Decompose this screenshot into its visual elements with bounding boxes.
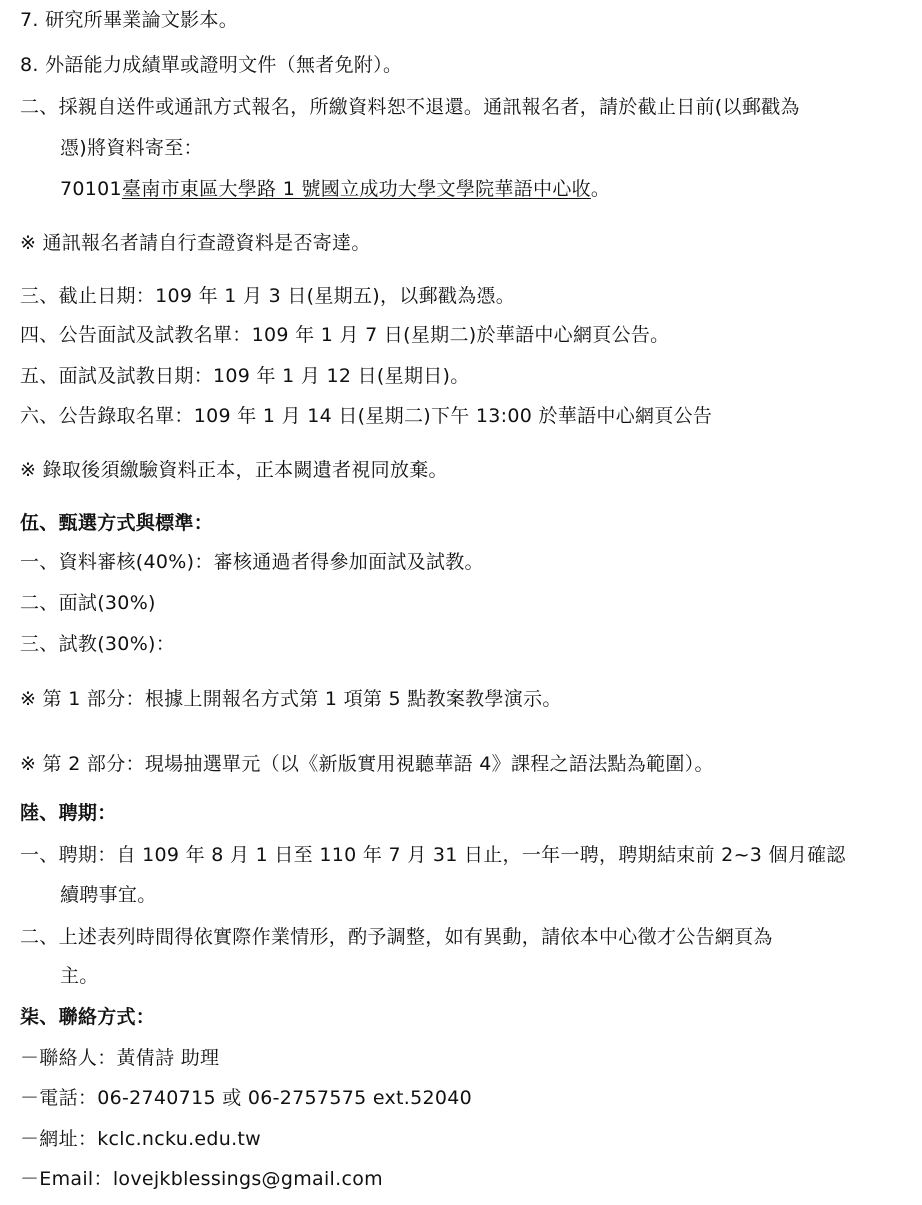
employment-period-line1: 一、聘期：自 109 年 8 月 1 日至 110 年 7 月 31 日止，一年一聘，聘期結束前 2~3 個月確認 <box>20 844 846 866</box>
deadline-date: 三、截止日期：109 年 1 月 3 日(星期五)，以郵戳為憑。 <box>20 285 516 307</box>
registration-method-line2: 憑)將資料寄至： <box>60 137 203 159</box>
contact-person: －聯絡人：黃倩詩 助理 <box>20 1047 220 1069</box>
registration-method-line1: 二、採親自送件或通訊方式報名，所繳資料恕不退還。通訊報名者，請於截止日前(以郵戳為 <box>20 96 800 118</box>
contact-phone: －電話：06-2740715 或 06-2757575 ext.52040 <box>20 1087 473 1109</box>
mailing-address: 臺南市東區大學路 1 號國立成功大學文學院華語中心收 <box>121 178 591 200</box>
item-7-thesis-copy: 7. 研究所畢業論文影本。 <box>20 9 239 31</box>
address-end-mark: 。 <box>590 178 611 200</box>
teaching-demo-part1: ※ 第 1 部分：根據上開報名方式第 1 項第 5 點教案教學演示。 <box>20 688 562 710</box>
criteria-document-review: 一、資料審核(40%)：審核通過者得參加面試及試教。 <box>20 551 484 573</box>
employment-period-line2: 續聘事宜。 <box>60 884 157 906</box>
note-original-documents: ※ 錄取後須繳驗資料正本，正本闕遺者視同放棄。 <box>20 459 448 481</box>
interview-list-announcement: 四、公告面試及試教名單：109 年 1 月 7 日(星期二)於華語中心網頁公告。 <box>20 324 670 346</box>
interview-date: 五、面試及試教日期：109 年 1 月 12 日(星期日)。 <box>20 365 470 387</box>
criteria-interview: 二、面試(30%) <box>20 592 156 614</box>
contact-website: －網址：kclc.ncku.edu.tw <box>20 1128 262 1150</box>
section-selection-criteria-heading: 伍、甄選方式與標準： <box>20 512 214 534</box>
schedule-adjustment-line2: 主。 <box>60 965 99 987</box>
criteria-teaching-demo: 三、試教(30%)： <box>20 633 176 655</box>
teaching-demo-part2: ※ 第 2 部分：現場抽選單元（以《新版實用視聽華語 4》課程之語法點為範圍）。 <box>20 753 714 775</box>
schedule-adjustment-line1: 二、上述表列時間得依實際作業情形，酌予調整，如有異動，請依本中心徵才公告網頁為 <box>20 926 773 948</box>
section-contact-heading: 柒、聯絡方式： <box>20 1006 156 1028</box>
section-employment-period-heading: 陸、聘期： <box>20 802 117 824</box>
item-8-language-certificate: 8. 外語能力成績單或證明文件（無者免附）。 <box>20 54 403 76</box>
admission-announcement: 六、公告錄取名單：109 年 1 月 14 日(星期二)下午 13:00 於華語中心網頁公告 <box>20 405 713 427</box>
note-verify-delivery: ※ 通訊報名者請自行查證資料是否寄達。 <box>20 232 371 254</box>
mailing-address-line <box>60 177 610 201</box>
contact-email: －Email：lovejkblessings@gmail.com <box>20 1168 383 1190</box>
postal-code: 70101 <box>60 178 122 200</box>
